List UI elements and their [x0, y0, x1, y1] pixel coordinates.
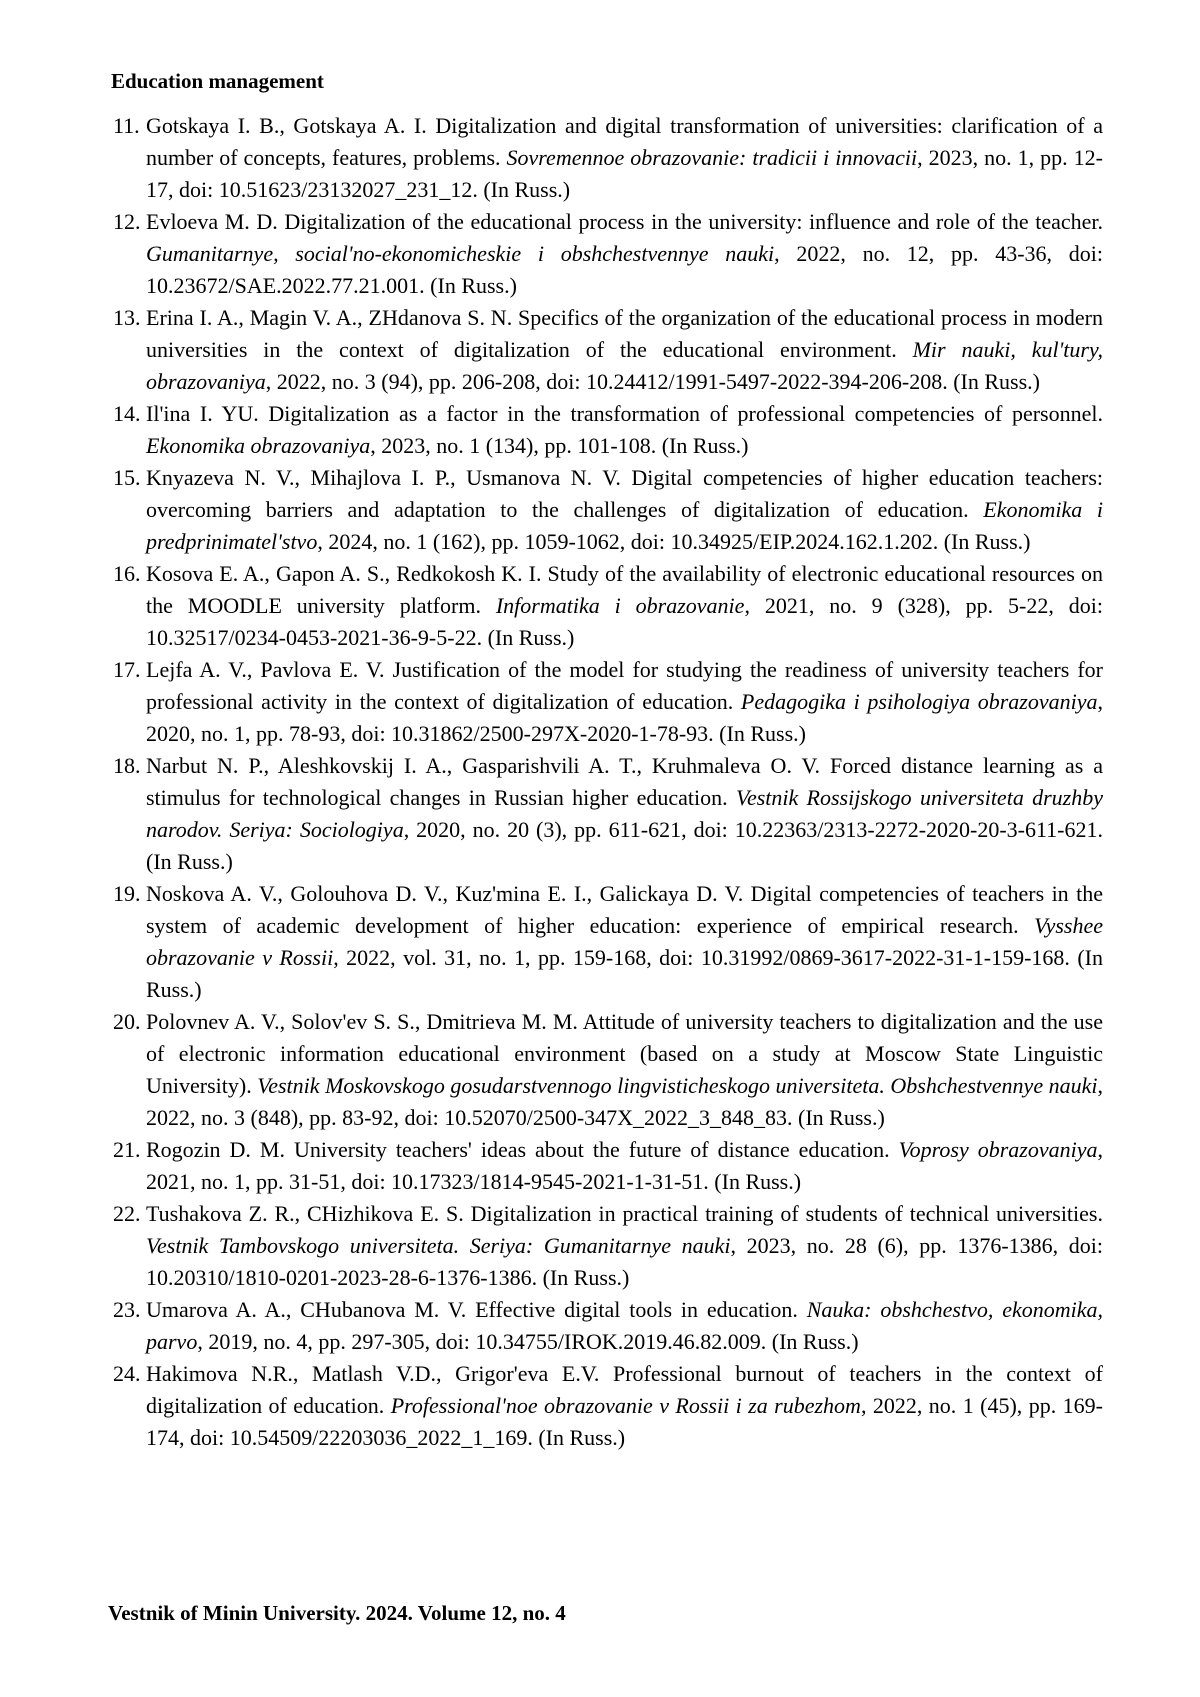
- journal-title-italic: Informatika i obrazovanie: [495, 593, 745, 618]
- reference-text: [146, 305, 1103, 394]
- reference-number: 13.: [113, 305, 141, 330]
- journal-title-italic: Ekonomika i predprinimatel'stvo: [146, 497, 1103, 554]
- reference-item: [113, 878, 1103, 1006]
- reference-number: 16.: [113, 561, 141, 586]
- reference-text-segment: Gotskaya I. B., Gotskaya A. I. Digitalization and digital transformation of universities: clarification of a number of concepts, features, problems.: [146, 113, 1103, 170]
- reference-text: [146, 1297, 1103, 1354]
- reference-text: [146, 401, 1103, 458]
- reference-number: 11.: [113, 113, 140, 138]
- reference-text: [146, 1009, 1103, 1130]
- reference-text-segment: Erina I. A., Magin V. A., ZHdanova S. N. Specifics of the organization of the educational process in modern universities in the context of digitalization of the educational environment.: [146, 305, 1103, 362]
- journal-title-italic: Ekonomika obrazovaniya: [146, 433, 371, 458]
- section-header: Education management: [111, 69, 324, 93]
- reference-text-segment: Rogozin D. M. University teachers' ideas about the future of distance education.: [146, 1137, 899, 1162]
- reference-text-segment: , 2022, no. 3 (848), pp. 83-92, doi: 10.52070/2500-347X_2022_3_848_83. (In Russ.): [146, 1073, 1103, 1130]
- reference-text: [146, 657, 1103, 746]
- reference-number: 17.: [113, 657, 141, 682]
- journal-title-italic: Pedagogika i psihologiya obrazovaniya: [740, 689, 1098, 714]
- reference-text-segment: Narbut N. P., Aleshkovskij I. A., Gasparishvili A. T., Kruhmaleva O. V. Forced distance learning as a stimulus for technological changes in Russian higher education.: [146, 753, 1103, 810]
- reference-number: 24.: [113, 1361, 141, 1386]
- journal-title-italic: Voprosy obrazovaniya: [898, 1137, 1098, 1162]
- journal-title-italic: Mir nauki, kul'tury, obrazovaniya: [146, 337, 1104, 394]
- reference-text: [146, 1137, 1103, 1194]
- reference-number: 18.: [113, 753, 141, 778]
- reference-text-segment: Il'ina I. YU. Digitalization as a factor in the transformation of professional competencies of personnel.: [146, 401, 1103, 426]
- reference-text-segment: , 2022, no. 1 (45), pp. 169-174, doi: 10.54509/22203036_2022_1_169. (In Russ.): [146, 1393, 1103, 1450]
- reference-text-segment: , 2023, no. 28 (6), pp. 1376-1386, doi: 10.20310/1810-0201-2023-28-6-1376-1386. (In Russ.): [146, 1233, 1104, 1290]
- reference-number: 15.: [113, 465, 141, 490]
- journal-title-italic: Vestnik Moskovskogo gosudarstvennogo lingvisticheskogo universiteta. Obshchestvennye nauki: [257, 1073, 1098, 1098]
- reference-item: [113, 1134, 1103, 1198]
- reference-text-segment: Evloeva M. D. Digitalization of the educational process in the university: influence and role of the teacher.: [146, 209, 1103, 234]
- references-list: [113, 110, 1103, 1454]
- reference-text: [146, 1201, 1103, 1290]
- reference-text-segment: , 2021, no. 1, pp. 31-51, doi: 10.17323/1814-9545-2021-1-31-51. (In Russ.): [146, 1137, 1103, 1194]
- reference-text: [146, 561, 1103, 650]
- reference-item: [113, 206, 1103, 302]
- reference-item: [113, 398, 1103, 462]
- reference-number: 21.: [113, 1137, 141, 1162]
- reference-item: [113, 1006, 1103, 1134]
- reference-text-segment: , 2021, no. 9 (328), pp. 5-22, doi: 10.32517/0234-0453-2021-36-9-5-22. (In Russ.): [146, 593, 1103, 650]
- reference-text: [146, 465, 1103, 554]
- reference-text-segment: , 2023, no. 1 (134), pp. 101-108. (In Russ.): [370, 433, 749, 458]
- reference-text: [146, 113, 1103, 202]
- reference-text-segment: Umarova A. A., CHubanova M. V. Effective digital tools in education.: [146, 1297, 807, 1322]
- journal-title-italic: Nauka: obshchestvo, ekonomika, parvo: [146, 1297, 1103, 1354]
- reference-text-segment: , 2019, no. 4, pp. 297-305, doi: 10.34755/IROK.2019.46.82.009. (In Russ.): [197, 1329, 859, 1354]
- reference-text-segment: , 2024, no. 1 (162), pp. 1059-1062, doi: 10.34925/EIP.2024.162.1.202. (In Russ.): [317, 529, 1031, 554]
- reference-text-segment: Noskova A. V., Golouhova D. V., Kuz'mina E. I., Galickaya D. V. Digital competencies of teachers in the system of academic development of higher education: experience of empirical research.: [146, 881, 1103, 938]
- journal-title-italic: Gumanitarnye, social'no-ekonomicheskie i obshchestvennye nauki: [146, 241, 775, 266]
- reference-text-segment: Tushakova Z. R., CHizhikova E. S. Digitalization in practical training of students of technical universities.: [146, 1201, 1103, 1226]
- reference-number: 22.: [113, 1201, 141, 1226]
- reference-text-segment: Hakimova N.R., Matlash V.D., Grigor'eva E.V. Professional burnout of teachers in the context of digitalization of education.: [146, 1361, 1103, 1418]
- reference-number: 14.: [113, 401, 141, 426]
- reference-number: 23.: [113, 1297, 141, 1322]
- reference-text-segment: Polovnev A. V., Solov'ev S. S., Dmitrieva M. M. Attitude of university teachers to digitalization and the use of electronic information educational environment (based on a study at Moscow State Linguistic University).: [146, 1009, 1103, 1098]
- reference-text-segment: , 2020, no. 20 (3), pp. 611-621, doi: 10.22363/2313-2272-2020-20-3-611-621. (In Russ.): [146, 817, 1104, 874]
- journal-title-italic: Vysshee obrazovanie v Rossii: [146, 913, 1103, 970]
- reference-text-segment: , 2023, no. 1, pp. 12-17, doi: 10.51623/23132027_231_12. (In Russ.): [146, 145, 1103, 202]
- reference-item: [113, 1294, 1103, 1358]
- reference-text: [146, 753, 1103, 874]
- reference-text-segment: , 2022, vol. 31, no. 1, pp. 159-168, doi: 10.31992/0869-3617-2022-31-1-159-168. (In Russ.): [146, 945, 1103, 1002]
- journal-title-italic: Sovremennoe obrazovanie: tradicii i innovacii: [506, 145, 918, 170]
- reference-text: [146, 881, 1103, 1002]
- reference-item: [113, 654, 1103, 750]
- reference-number: 19.: [113, 881, 141, 906]
- reference-number: 12.: [113, 209, 141, 234]
- reference-item: [113, 302, 1103, 398]
- reference-item: [113, 558, 1103, 654]
- reference-item: [113, 1358, 1103, 1454]
- journal-title-italic: Vestnik Tambovskogo universiteta. Seriya: Gumanitarnye nauki: [146, 1233, 731, 1258]
- reference-item: [113, 1198, 1103, 1294]
- reference-text-segment: Lejfa A. V., Pavlova E. V. Justification of the model for studying the readiness of university teachers for professional activity in the context of digitalization of education.: [146, 657, 1103, 714]
- journal-title-italic: Vestnik Rossijskogo universiteta druzhby narodov. Seriya: Sociologiya: [146, 785, 1103, 842]
- reference-number: 20.: [113, 1009, 141, 1034]
- reference-text-segment: , 2022, no. 3 (94), pp. 206-208, doi: 10.24412/1991-5497-2022-394-206-208. (In Russ.): [265, 369, 1040, 394]
- reference-text-segment: , 2022, no. 12, pp. 43-36, doi: 10.23672/SAE.2022.77.21.001. (In Russ.): [146, 241, 1103, 298]
- reference-text: [146, 209, 1103, 298]
- reference-text-segment: , 2020, no. 1, pp. 78-93, doi: 10.31862/2500-297X-2020-1-78-93. (In Russ.): [146, 689, 1103, 746]
- reference-text-segment: Kosova E. A., Gapon A. S., Redkokosh K. I. Study of the availability of electronic educational resources on the MOODLE university platform.: [146, 561, 1103, 618]
- reference-item: [113, 110, 1103, 206]
- reference-item: [113, 750, 1103, 878]
- reference-text: [146, 1361, 1103, 1450]
- reference-item: [113, 462, 1103, 558]
- journal-title-italic: Professional'noe obrazovanie v Rossii i za rubezhom: [390, 1393, 861, 1418]
- journal-footer: Vestnik of Minin University. 2024. Volume 12, no. 4: [108, 1601, 566, 1625]
- reference-text-segment: Knyazeva N. V., Mihajlova I. P., Usmanova N. V. Digital competencies of higher education teachers: overcoming barriers and adaptation to the challenges of digitalization of education.: [146, 465, 1103, 522]
